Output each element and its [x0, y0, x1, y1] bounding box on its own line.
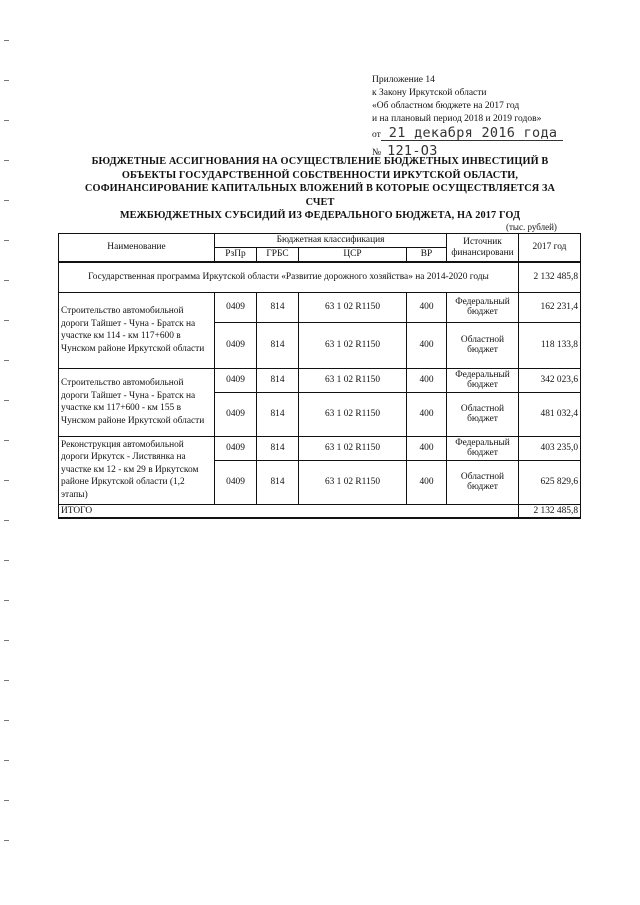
- amount-cell: 118 133,8: [519, 322, 581, 368]
- title-line-1: БЮДЖЕТНЫЕ АССИГНОВАНИЯ НА ОСУЩЕСТВЛЕНИЕ БЮДЖЕТНЫХ ИНВЕСТИЦИЙ В: [91, 156, 549, 167]
- grbs-cell: 814: [257, 436, 299, 460]
- law-date: 21 декабря 2016 года: [381, 127, 564, 141]
- program-amount: 2 132 485,8: [519, 262, 581, 292]
- rzpr-cell: 0409: [215, 460, 257, 504]
- total-label: ИТОГО: [59, 504, 519, 518]
- object-name: Реконструкция автомобильной дороги Иркутск - Листвянка на участке км 12 - км 29 в Иркутском районе Иркутской области (1,2 этапы): [59, 436, 215, 504]
- amount-cell: 625 829,6: [519, 460, 581, 504]
- total-amount: 2 132 485,8: [519, 504, 581, 518]
- header-name: Наименование: [59, 234, 215, 263]
- source-cell: Областной бюджет: [447, 392, 519, 436]
- rzpr-cell: 0409: [215, 392, 257, 436]
- title-line-2: ОБЪЕКТЫ ГОСУДАРСТВЕННОЙ СОБСТВЕННОСТИ ИРКУТСКОЙ ОБЛАСТИ,: [121, 169, 519, 181]
- title-line-3: СОФИНАНСИРОВАНИЕ КАПИТАЛЬНЫХ ВЛОЖЕНИЙ В КОТОРЫЕ ОСУЩЕСТВЛЯЕТСЯ ЗА СЧЕТ: [84, 183, 556, 208]
- law-date-line: [372, 127, 563, 142]
- header-source: Источник финансировани: [447, 234, 519, 263]
- grbs-cell: 814: [257, 322, 299, 368]
- object-name: Строительство автомобильной дороги Тайшет - Чуна - Братск на участке км 114 - км 117+600 в Чунском районе Иркутской области: [59, 292, 215, 368]
- total-row: [59, 504, 581, 518]
- appendix-line-1: Приложение 14: [372, 75, 435, 85]
- source-cell: Федеральный бюджет: [447, 368, 519, 392]
- amount-cell: 162 231,4: [519, 292, 581, 322]
- date-prefix: от: [372, 130, 381, 140]
- rzpr-cell: 0409: [215, 322, 257, 368]
- table-row: [59, 292, 581, 322]
- amount-cell: 481 032,4: [519, 392, 581, 436]
- vr-cell: 400: [407, 368, 447, 392]
- rzpr-cell: 0409: [215, 436, 257, 460]
- program-name: Государственная программа Иркутской области «Развитие дорожного хозяйства» на 2014-2020 годы: [59, 262, 519, 292]
- csr-cell: 63 1 02 R1150: [299, 322, 407, 368]
- source-cell: Областной бюджет: [447, 322, 519, 368]
- table-row: [59, 436, 581, 460]
- header-rzpr: РзПр: [215, 248, 257, 263]
- budget-table: [58, 233, 581, 519]
- source-cell: Федеральный бюджет: [447, 292, 519, 322]
- csr-cell: 63 1 02 R1150: [299, 368, 407, 392]
- csr-cell: 63 1 02 R1150: [299, 292, 407, 322]
- vr-cell: 400: [407, 322, 447, 368]
- law-number: 121-ОЗ: [387, 143, 438, 159]
- appendix-header: [372, 74, 563, 160]
- appendix-line-3: «Об областном бюджете на 2017 год: [372, 101, 520, 111]
- table-row: [59, 368, 581, 392]
- csr-cell: 63 1 02 R1150: [299, 436, 407, 460]
- csr-cell: 63 1 02 R1150: [299, 460, 407, 504]
- grbs-cell: 814: [257, 460, 299, 504]
- vr-cell: 400: [407, 436, 447, 460]
- program-row: [59, 262, 581, 292]
- appendix-line-4: и на плановый период 2018 и 2019 годов»: [372, 114, 542, 124]
- rzpr-cell: 0409: [215, 292, 257, 322]
- header-classification: Бюджетная классификация: [215, 234, 447, 248]
- title-line-4: МЕЖБЮДЖЕТНЫХ СУБСИДИЙ ИЗ ФЕДЕРАЛЬНОГО БЮДЖЕТА, НА 2017 ГОД: [119, 210, 521, 221]
- document-title: [70, 155, 570, 223]
- vr-cell: 400: [407, 292, 447, 322]
- source-cell: Федеральный бюджет: [447, 436, 519, 460]
- header-csr: ЦСР: [299, 248, 407, 263]
- amount-cell: 403 235,0: [519, 436, 581, 460]
- units-label: (тыс. рублей): [506, 222, 557, 232]
- header-vr: ВР: [407, 248, 447, 263]
- grbs-cell: 814: [257, 392, 299, 436]
- rzpr-cell: 0409: [215, 368, 257, 392]
- number-prefix: №: [372, 148, 382, 158]
- header-grbs: ГРБС: [257, 248, 299, 263]
- amount-cell: 342 023,6: [519, 368, 581, 392]
- header-row-1: [59, 234, 581, 248]
- object-name: Строительство автомобильной дороги Тайшет - Чуна - Братск на участке км 117+600 - км 155 в Чунском районе Иркутской области: [59, 368, 215, 436]
- vr-cell: 400: [407, 392, 447, 436]
- csr-cell: 63 1 02 R1150: [299, 392, 407, 436]
- grbs-cell: 814: [257, 368, 299, 392]
- grbs-cell: 814: [257, 292, 299, 322]
- vr-cell: 400: [407, 460, 447, 504]
- source-cell: Областной бюджет: [447, 460, 519, 504]
- binding-marks: [4, 40, 10, 860]
- header-year: 2017 год: [519, 234, 581, 263]
- appendix-line-2: к Закону Иркутской области: [372, 88, 487, 98]
